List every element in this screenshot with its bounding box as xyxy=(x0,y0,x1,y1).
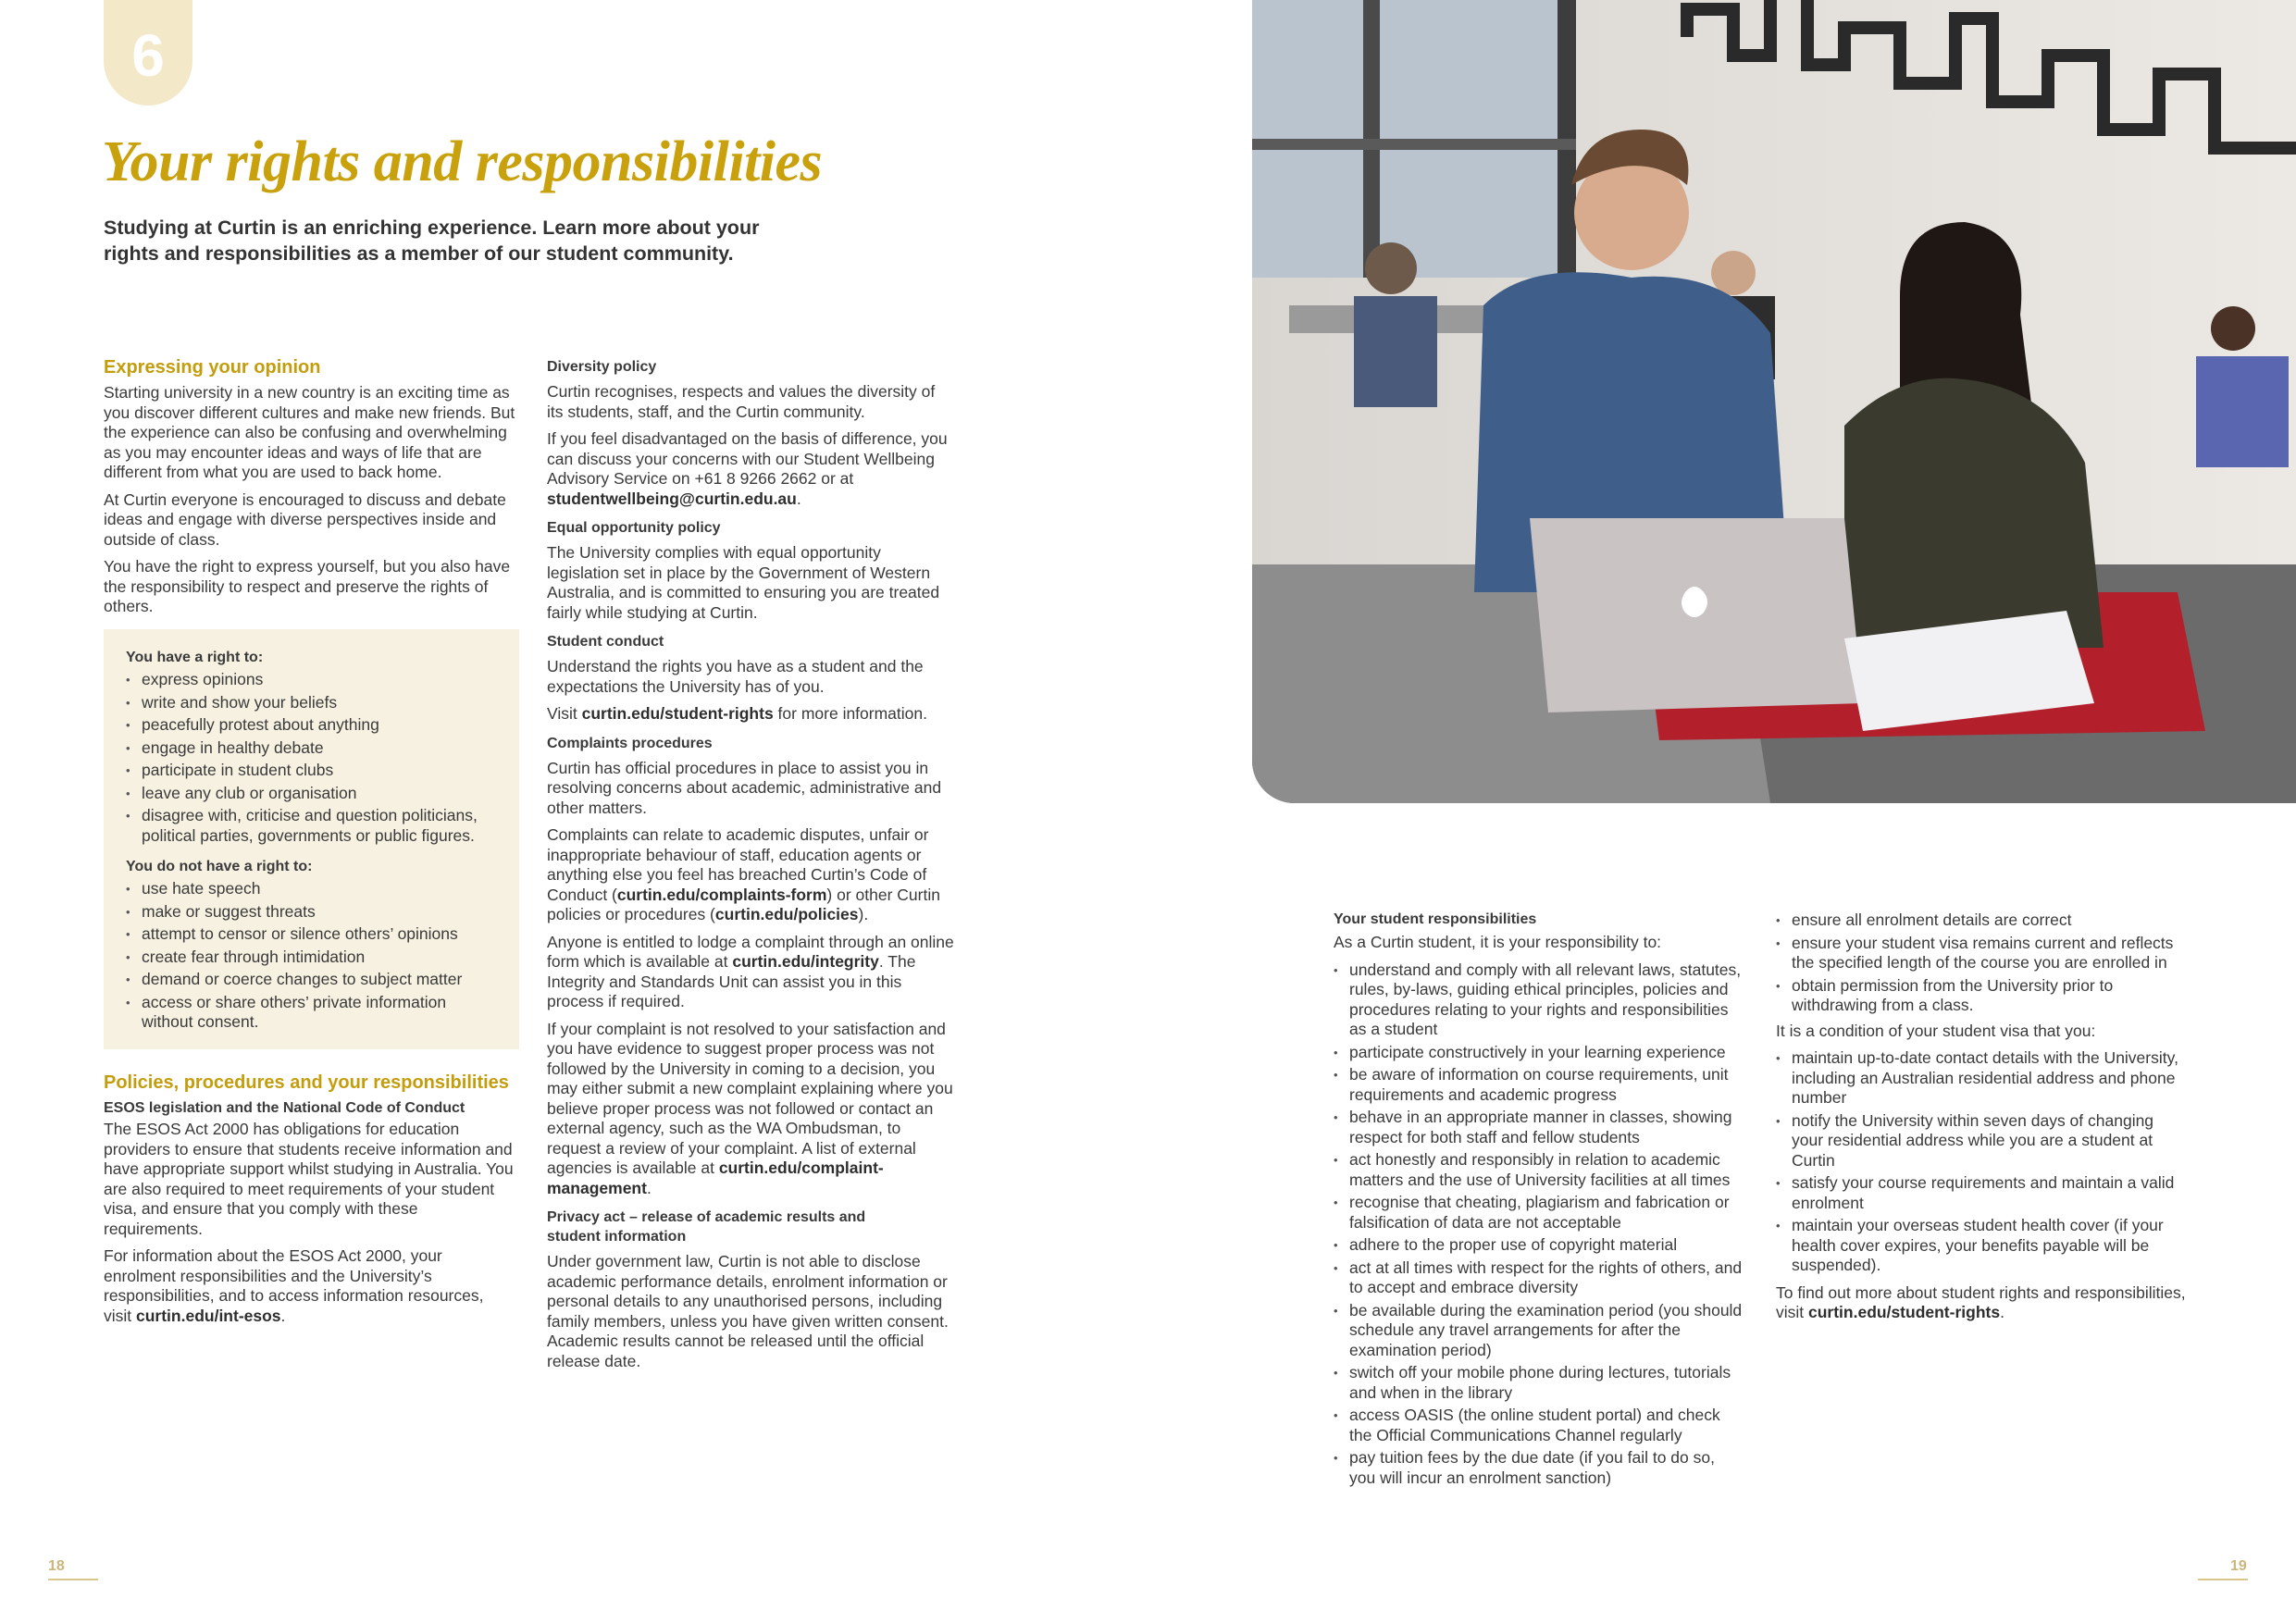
list-item: • disagree with, criticise and question politicians, political parties, governments or public figures. xyxy=(126,806,499,846)
visa-intro: It is a condition of your student visa that you: xyxy=(1776,1021,2096,1040)
expressing-paragraph-1: Starting university in a new country is an exciting time as you discover different cultures and make new friends. But the experience can also be confusing and overwhelming as you may encounter ideas and ways of life that are different from what you are used to back home. xyxy=(104,383,515,481)
privacy-heading: Privacy act – release of academic results and student information xyxy=(547,1209,866,1245)
responsibilities-heading: Your student responsibilities xyxy=(1334,911,1537,927)
list-item: • be available during the examination period (you should schedule any travel arrangements for after the examination period) xyxy=(1334,1301,1745,1361)
page-title: Your rights and responsibilities xyxy=(102,130,823,193)
list-item: • adhere to the proper use of copyright material xyxy=(1334,1235,1745,1256)
responsibilities-list-continued xyxy=(1776,911,2188,1016)
students-laptop-illustration xyxy=(1252,0,2296,803)
list-item: • act honestly and responsibly in relation to academic matters and the use of University facilities at all times xyxy=(1334,1150,1745,1190)
list-item: • recognise that cheating, plagiarism and fabrication or falsification of data are not acceptable xyxy=(1334,1193,1745,1233)
list-item: • obtain permission from the University prior to withdrawing from a class. xyxy=(1776,976,2188,1016)
wellbeing-email-link[interactable]: studentwellbeing@curtin.edu.au xyxy=(547,489,797,508)
list-item: • behave in an appropriate manner in classes, showing respect for both staff and fellow students xyxy=(1334,1108,1745,1147)
policies-heading: Policies, procedures and your responsibilities xyxy=(104,1072,509,1093)
esos-link[interactable]: curtin.edu/int-esos xyxy=(136,1306,281,1325)
complaints-paragraph-4: If your complaint is not resolved to your satisfaction and you have evidence to suggest proper process was not followed by the University in coming to a decision, you may either submit a new complaint explaining where you believe proper process was not followed or contact an external agency, such as the WA Ombudsman, to request a review of your complaint. A list of external agencies is available at curtin.edu/complaint-management. xyxy=(547,1019,953,1197)
list-item: • access OASIS (the online student portal) and check the Official Communications Channel regularly xyxy=(1334,1406,1745,1445)
rights-not-list xyxy=(126,879,499,1033)
page-number-left: 18 xyxy=(48,1558,65,1574)
equal-opportunity-heading: Equal opportunity policy xyxy=(547,520,721,536)
list-item: • attempt to censor or silence others’ opinions xyxy=(126,924,499,945)
folio-rule-left xyxy=(48,1579,98,1580)
complaint-management-link[interactable]: curtin.edu/complaint-management xyxy=(547,1158,884,1197)
list-item: • participate constructively in your learning experience xyxy=(1334,1043,1745,1063)
rights-have-list xyxy=(126,670,499,846)
equal-opportunity-paragraph: The University complies with equal opportunity legislation set in place by the Government of Western Australia, and is committed to ensuring you are treated fairly while studying at Curtin. xyxy=(547,543,940,622)
diversity-paragraph-2: If you feel disadvantaged on the basis of difference, you can discuss your concerns with our Student Wellbeing Advisory Service on +61 8 9266 2662 or at studentwellbeing@curtin.edu.au. xyxy=(547,429,948,508)
complaints-heading: Complaints procedures xyxy=(547,735,713,751)
diversity-heading: Diversity policy xyxy=(547,359,657,375)
list-item: • maintain up-to-date contact details with the University, including an Australian residential address and phone number xyxy=(1776,1048,2188,1109)
chapter-number: 6 xyxy=(131,22,165,89)
responsibilities-list xyxy=(1334,960,1745,1489)
list-item: • leave any club or organisation xyxy=(126,784,499,804)
folio-rule-right xyxy=(2198,1579,2248,1580)
list-item: • ensure all enrolment details are correct xyxy=(1776,911,2188,931)
responsibilities-continued xyxy=(1776,911,2188,1323)
list-item: • notify the University within seven days of changing your residential address while you are a student at Curtin xyxy=(1776,1111,2188,1171)
expressing-opinion-heading: Expressing your opinion xyxy=(104,357,321,378)
list-item: • be aware of information on course requirements, unit requirements and academic progress xyxy=(1334,1065,1745,1105)
expressing-paragraph-2: At Curtin everyone is encouraged to discuss and debate ideas and engage with diverse perspectives inside and outside of class. xyxy=(104,489,506,549)
list-item: • maintain your overseas student health cover (if your health cover expires, your benefits payable will be suspended). xyxy=(1776,1216,2188,1276)
list-item: • express opinions xyxy=(126,670,499,690)
rights-have-heading: You have a right to: xyxy=(126,650,264,665)
visa-conditions-list xyxy=(1776,1048,2188,1276)
students-photo xyxy=(1252,0,2296,803)
list-item: • use hate speech xyxy=(126,879,499,899)
conduct-paragraph-2: Visit curtin.edu/student-rights for more information. xyxy=(547,704,927,723)
complaints-paragraph-1: Curtin has official procedures in place to assist you in resolving concerns about academic, administrative and other matters. xyxy=(547,758,942,817)
student-rights-link-2[interactable]: curtin.edu/student-rights xyxy=(1808,1303,2001,1321)
list-item: • act at all times with respect for the rights of others, and to accept and embrace diversity xyxy=(1334,1258,1745,1298)
complaints-paragraph-2: Complaints can relate to academic disputes, unfair or inappropriate behaviour of staff, education agents or anything else you feel has breached Curtin’s Code of Conduct (curtin.edu/complaints-form) or other Curtin policies or procedures (curtin.edu/policies). xyxy=(547,825,940,923)
complaints-form-link[interactable]: curtin.edu/complaints-form xyxy=(616,885,827,904)
list-item: • satisfy your course requirements and maintain a valid enrolment xyxy=(1776,1173,2188,1213)
integrity-link[interactable]: curtin.edu/integrity xyxy=(732,952,879,971)
conduct-paragraph-1: Understand the rights you have as a student and the expectations the University has of you. xyxy=(547,657,924,696)
rights-not-heading: You do not have a right to: xyxy=(126,859,313,874)
esos-heading: ESOS legislation and the National Code of Conduct xyxy=(104,1100,465,1116)
policies-link[interactable]: curtin.edu/policies xyxy=(714,905,859,923)
list-item: • make or suggest threats xyxy=(126,902,499,923)
page-number-right: 19 xyxy=(2230,1558,2247,1574)
list-item: • pay tuition fees by the due date (if you fail to do so, you will incur an enrolment sanction) xyxy=(1334,1448,1745,1488)
list-item: • write and show your beliefs xyxy=(126,693,499,713)
privacy-paragraph: Under government law, Curtin is not able to disclose academic performance details, enrolment information or personal details to any unauthorised persons, including family members, unless you have given written consent. Academic results cannot be released until the official release date. xyxy=(547,1252,949,1370)
student-rights-link[interactable]: curtin.edu/student-rights xyxy=(581,704,774,723)
expressing-paragraph-3: You have the right to express yourself, but you also have the responsibility to respect and preserve the rights of others. xyxy=(104,557,511,615)
student-conduct-heading: Student conduct xyxy=(547,634,664,650)
intro-text: Studying at Curtin is an enriching experience. Learn more about your rights and responsibilities as a member of our student community. xyxy=(104,217,760,265)
list-item: • participate in student clubs xyxy=(126,761,499,781)
list-item: • access or share others’ private information without consent. xyxy=(126,993,499,1033)
responsibilities-intro: As a Curtin student, it is your responsibility to: xyxy=(1334,933,1662,951)
complaints-paragraph-3: Anyone is entitled to lodge a complaint through an online form which is available at curtin.edu/integrity. The Integrity and Standards Unit can assist you in this process if required. xyxy=(547,932,954,1010)
expressing-opinion-section xyxy=(104,355,515,625)
esos-paragraph-2: For information about the ESOS Act 2000, your enrolment responsibilities and the University’s responsibilities, and to access information resources, visit curtin.edu/int-esos. xyxy=(104,1246,484,1325)
list-item: • peacefully protest about anything xyxy=(126,715,499,736)
esos-paragraph-1: The ESOS Act 2000 has obligations for education providers to ensure that students receive information and have appropriate support whilst studying in Australia. You are also required to meet requirements of your student visa, and ensure that you comply with these requirements. xyxy=(104,1120,514,1238)
list-item: • ensure your student visa remains current and reflects the specified length of the course you are enrolled in xyxy=(1776,934,2188,973)
list-item: • understand and comply with all relevant laws, statutes, rules, by-laws, guiding ethical principles, policies and procedures relating to your rights and responsibilities as a student xyxy=(1334,960,1745,1040)
list-item: • engage in healthy debate xyxy=(126,738,499,759)
responsibilities-section xyxy=(1334,910,1745,1491)
policies-column-2 xyxy=(547,357,954,1379)
list-item: • demand or coerce changes to subject matter xyxy=(126,970,499,990)
list-item: • switch off your mobile phone during lectures, tutorials and when in the library xyxy=(1334,1363,1745,1403)
responsibilities-outro: To find out more about student rights and responsibilities, visit curtin.edu/student-rights. xyxy=(1776,1282,2186,1321)
diversity-paragraph-1: Curtin recognises, respects and values the diversity of its students, staff, and the Curtin community. xyxy=(547,382,936,421)
policies-section xyxy=(104,1071,515,1333)
list-item: • create fear through intimidation xyxy=(126,948,499,968)
chapter-number-tab xyxy=(104,0,192,105)
rights-callout-box xyxy=(104,629,519,1049)
